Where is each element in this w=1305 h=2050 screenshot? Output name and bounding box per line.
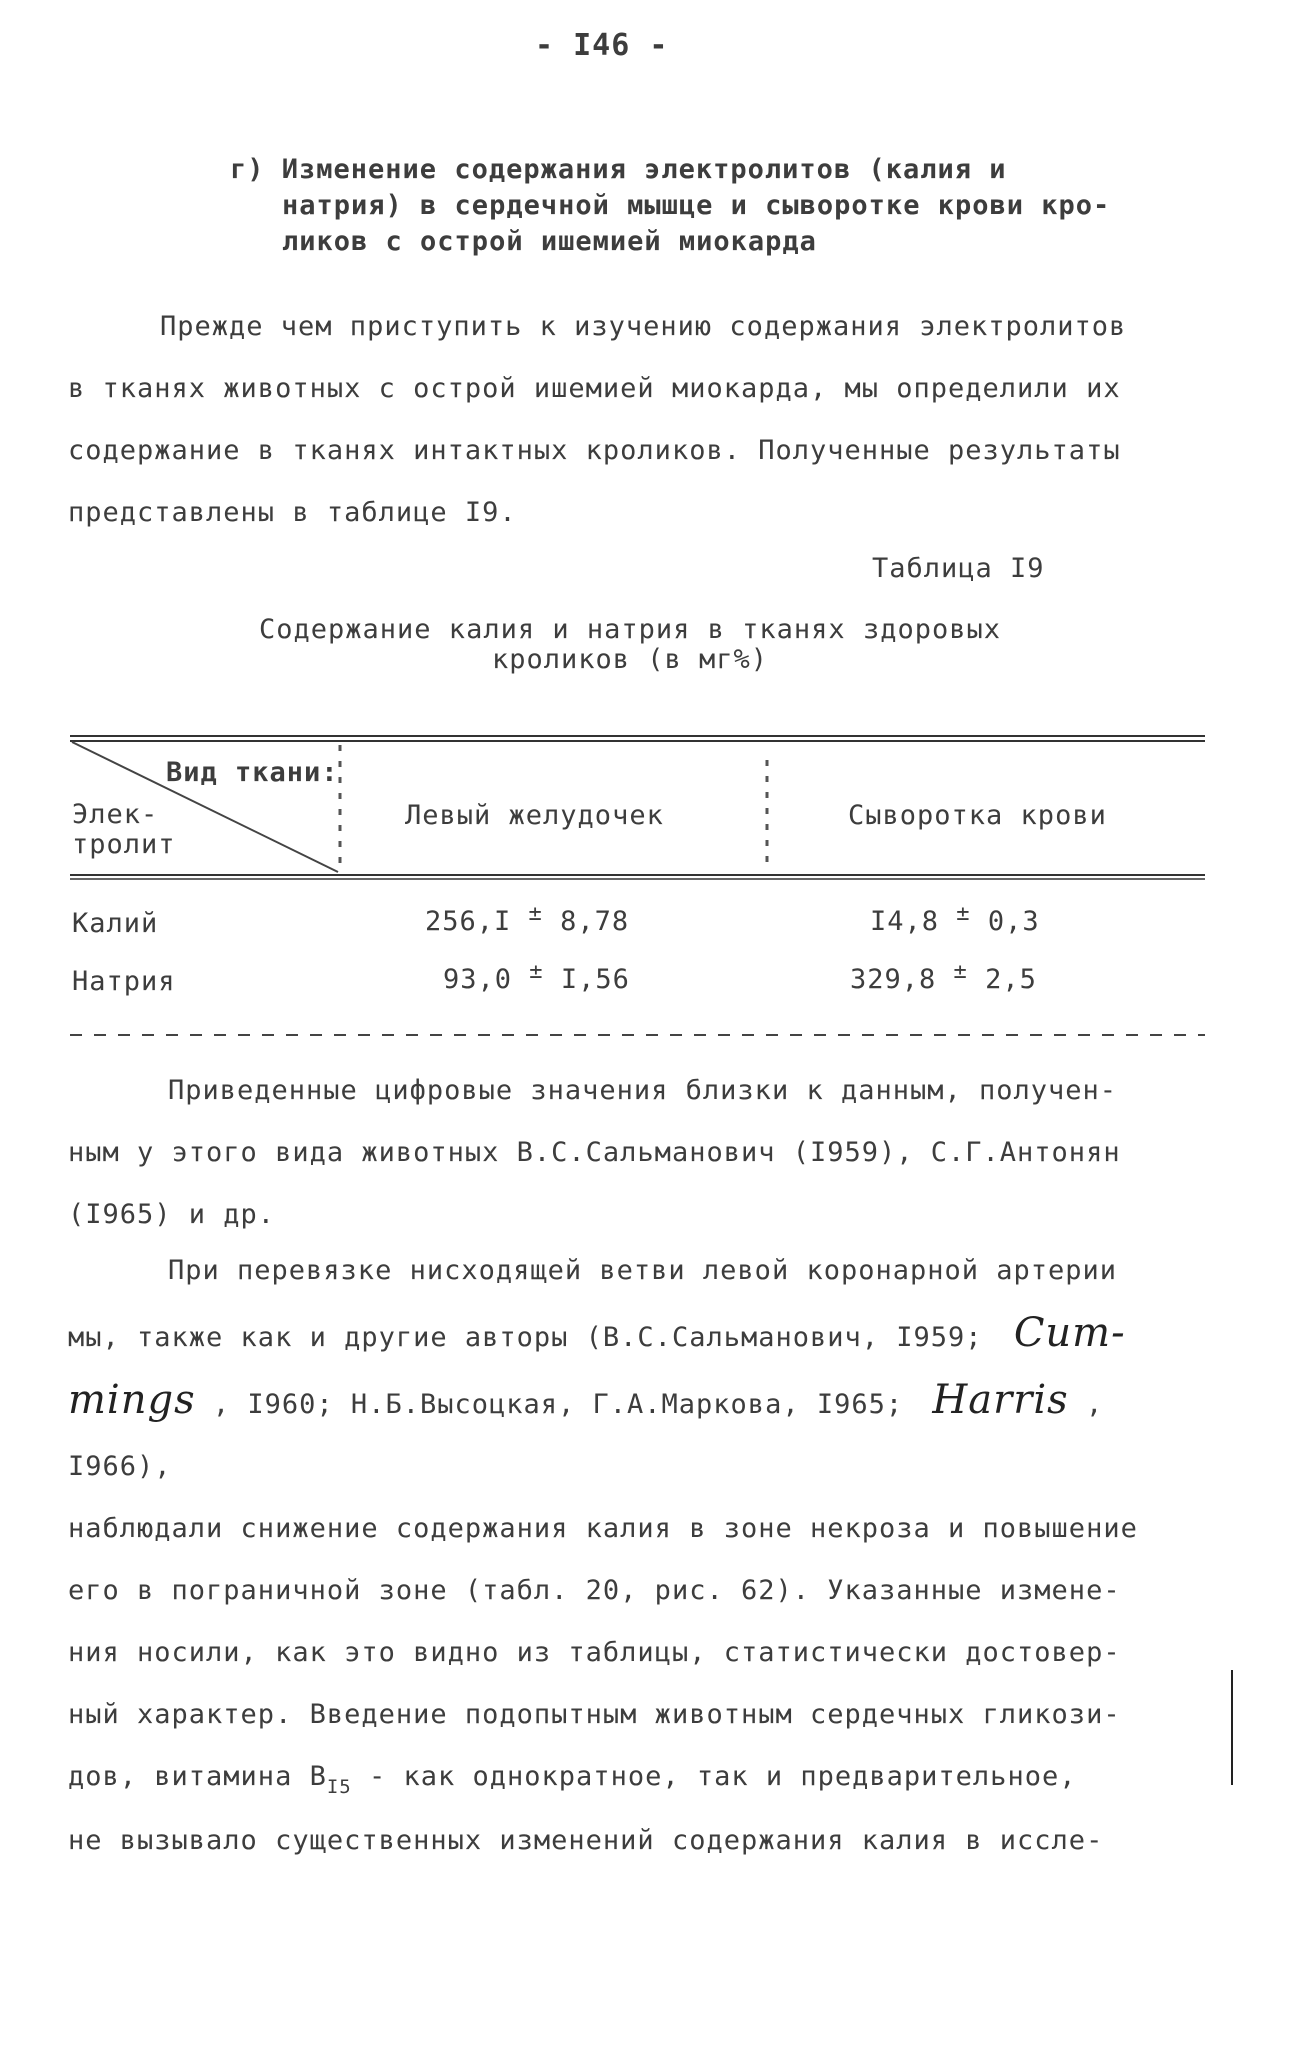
table-row-label-sodium: Натрия [72, 966, 176, 997]
value: I4,8 [870, 906, 940, 937]
table-cell-potassium-left-ventricle [425, 901, 630, 937]
paragraph-comparison [68, 1060, 1218, 1246]
heading-line-2: натрия) в сердечной мышце и сыворотке крови кро- [282, 190, 1111, 221]
page-number: - I46 - [535, 28, 669, 63]
paragraph-ligation-line-7: ный характер. Введение подопытным животным сердечных гликози- [68, 1699, 1121, 1730]
paragraph-ligation-line-8 [68, 1746, 1218, 1810]
table-row-label-potassium: Калий [72, 908, 159, 939]
error: 8,78 [560, 906, 630, 937]
table-column-header-left-ventricle: Левый желудочек [405, 800, 664, 831]
vitamin-subscript: I5 [326, 1776, 352, 1798]
table-caption: Таблица I9 [872, 553, 1045, 584]
error: 0,3 [987, 906, 1040, 937]
heading-line-1: г) Изменение содержания электролитов (калия и [230, 154, 1007, 185]
table-title-line-2: кроликов (в мг%) [491, 644, 769, 675]
table-column-header-blood-serum: Сыворотка крови [848, 800, 1107, 831]
paragraph-ligation-line-1: При перевязке нисходящей ветви левой коронарной артерии [168, 1255, 1118, 1286]
value: 329,8 [850, 964, 937, 995]
handwritten-cummings-part-1: Cum- [1013, 1310, 1126, 1356]
intro-line-4: представлены в таблице I9. [68, 497, 517, 528]
paragraph-ligation-line-3-text-b: , I966), [68, 1389, 1104, 1482]
paragraph-ligation-line-2 [68, 1302, 1218, 1369]
table-cell-potassium-blood-serum [870, 901, 1040, 937]
paragraph-comparison-line-1: Приведенные цифровые значения близки к данным, получен- [168, 1075, 1118, 1106]
error: 2,5 [985, 964, 1037, 995]
table-corner-top: Вид ткани: [166, 757, 339, 788]
intro-line-3: содержание в тканях интактных кроликов. Полученные результаты [68, 435, 1121, 466]
heading-line-3: ликов с острой ишемией миокарда [282, 226, 817, 257]
plus-minus: ± [529, 959, 544, 984]
paragraph-comparison-line-2: ным у этого вида животных В.С.Сальманович (I959), С.Г.Антонян [68, 1137, 1121, 1168]
table-corner-bottom-line-2: тролит [72, 829, 176, 860]
paragraph-ligation-line-6: ния носили, как это видно из таблицы, статистически достовер- [68, 1637, 1121, 1668]
paragraph-ligation-line-3-text-a: , I960; Н.Б.Высоцкая, Г.А.Маркова, I965; [212, 1389, 904, 1420]
paragraph-ligation-line-8-text-a: дов, витамина В [68, 1761, 327, 1792]
paragraph-ligation-line-8-text-b: - как однократное, так и предварительное, [351, 1761, 1077, 1792]
table-corner-bottom [72, 800, 176, 860]
table-title-line-1: Содержание калия и натрия в тканях здоровых [259, 614, 1001, 645]
plus-minus: ± [953, 959, 968, 984]
paragraph-ligation-line-5: его в пограничной зоне (табл. 20, рис. 62). Указанные измене- [68, 1575, 1121, 1606]
error: I,56 [560, 964, 630, 995]
intro-line-1: Прежде чем приступить к изучению содержания электролитов [160, 311, 1127, 342]
table-cell-sodium-left-ventricle [443, 959, 630, 995]
table-corner-bottom-line-1: Элек- [72, 799, 159, 830]
paragraph-ligation-line-4: наблюдали снижение содержания калия в зоне некроза и повышение [68, 1513, 1138, 1544]
plus-minus: ± [528, 901, 543, 926]
paragraph-comparison-line-3: (I965) и др. [68, 1199, 276, 1230]
paragraph-ligation [68, 1240, 1218, 1872]
paragraph-ligation-line-3 [68, 1369, 1218, 1498]
handwritten-cummings-part-2: mings [68, 1377, 196, 1423]
handwritten-harris: Harris [932, 1377, 1069, 1423]
paragraph-ligation-line-2-text: мы, также как и другие авторы (В.С.Сальманович, I959; [68, 1322, 983, 1353]
value: 93,0 [443, 964, 513, 995]
plus-minus: ± [956, 901, 971, 926]
value: 256,I [425, 906, 512, 937]
intro-line-2: в тканях животных с острой ишемией миокарда, мы определили их [68, 373, 1121, 404]
table-cell-sodium-blood-serum [850, 959, 1037, 995]
paragraph-ligation-line-9: не вызывало существенных изменений содержания калия в иссле- [68, 1825, 1104, 1856]
